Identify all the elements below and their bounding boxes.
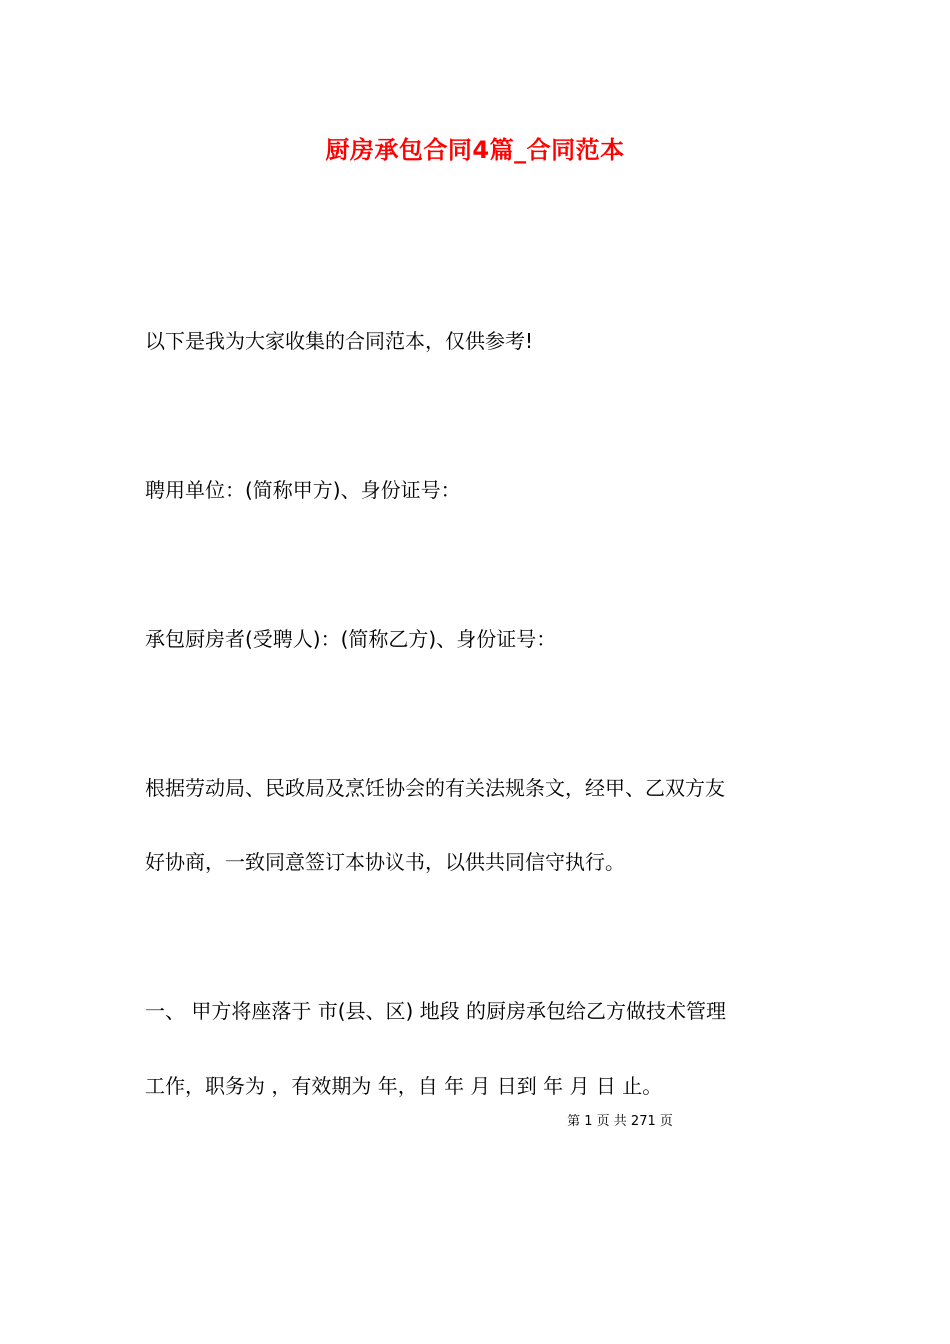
basis-paragraph-line-2: 好协商，一致同意签订本协议书，以供共同信守执行。 [145,850,625,874]
contractor-line: 承包厨房者(受聘人)：(简称乙方)、身份证号： [145,627,557,651]
document-title: 厨房承包合同4篇_合同范本 [325,136,625,164]
employer-line: 聘用单位：(简称甲方)、身份证号： [145,478,461,502]
basis-paragraph-line-1: 根据劳动局、民政局及烹饪协会的有关法规条文，经甲、乙双方友 [145,776,725,800]
intro-text: 以下是我为大家收集的合同范本，仅供参考! [145,329,534,353]
clause-one-line-1: 一、 甲方将座落于 市(县、区) 地段 的厨房承包给乙方做技术管理 [145,999,727,1023]
clause-one-line-2: 工作，职务为 ，有效期为 年，自 年 月 日到 年 月 日 止。 [145,1074,663,1098]
page-number: 第 1 页 共 271 页 [567,1114,673,1129]
